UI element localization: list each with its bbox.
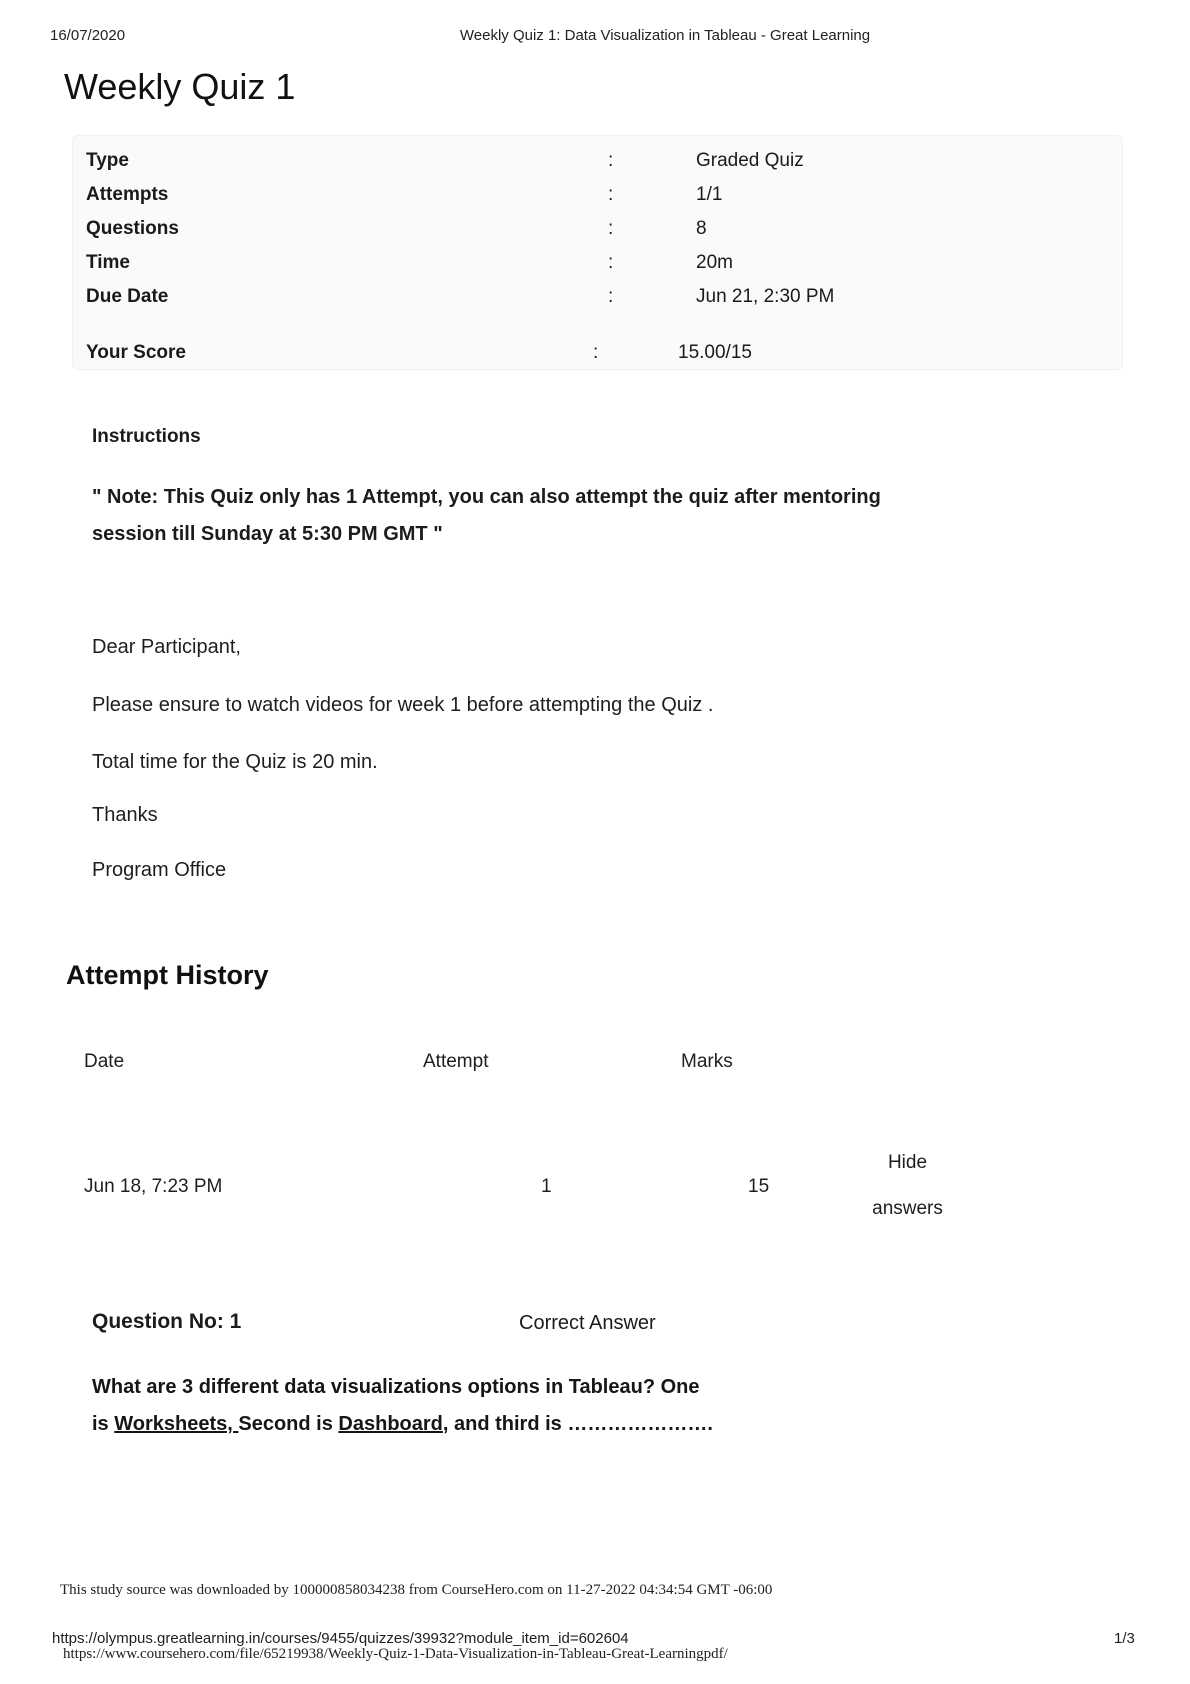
column-header-date: Date — [84, 1051, 125, 1072]
instructions-note-line2: session till Sunday at 5:30 PM GMT " — [92, 523, 443, 545]
detail-value: 1/1 — [696, 184, 723, 205]
detail-label: Questions — [86, 218, 179, 239]
detail-label: Time — [86, 252, 131, 273]
correct-answer-status: Correct Answer — [519, 1312, 656, 1334]
column-header-marks: Marks — [681, 1051, 733, 1072]
quiz-details-panel — [72, 135, 1123, 370]
detail-value: Jun 21, 2:30 PM — [696, 286, 835, 307]
detail-row-due-date — [73, 286, 1122, 308]
detail-separator: : — [608, 184, 614, 205]
detail-label: Attempts — [86, 184, 169, 205]
print-header-date: 16/07/2020 — [50, 27, 126, 44]
detail-label: Type — [86, 150, 129, 171]
instructions-heading: Instructions — [92, 426, 201, 447]
print-header-title: Weekly Quiz 1: Data Visualization in Tableau - Great Learning — [459, 27, 871, 44]
page-title: Weekly Quiz 1 — [64, 66, 296, 107]
detail-row-attempts — [73, 184, 1122, 206]
attempt-history-heading: Attempt History — [66, 960, 269, 990]
question-segment: is — [92, 1413, 115, 1435]
question-number-label: Question No: 1 — [92, 1310, 242, 1333]
detail-separator: : — [608, 252, 614, 273]
paragraph-dear-participant: Dear Participant, — [92, 636, 241, 658]
coursehero-provenance-note: This study source was downloaded by 100000858034238 from CourseHero.com on 11-27-2022 04:34:54 GMT -06:00 — [60, 1582, 773, 1598]
detail-separator: : — [593, 342, 599, 363]
detail-value: Graded Quiz — [696, 150, 804, 171]
question-text-line2 — [92, 1413, 713, 1436]
paragraph-program-office: Program Office — [92, 859, 227, 881]
paragraph-total-time: Total time for the Quiz is 20 min. — [92, 751, 378, 773]
column-header-attempt: Attempt — [423, 1051, 489, 1072]
question-segment: Second is — [238, 1413, 339, 1435]
detail-row-time — [73, 252, 1122, 274]
paragraph-thanks: Thanks — [92, 804, 158, 826]
detail-row-questions — [73, 218, 1122, 240]
detail-row-your-score — [73, 342, 1122, 364]
question-text-line1: What are 3 different data visualizations options in Tableau? One — [92, 1376, 700, 1398]
question-segment-worksheets: Worksheets, — [114, 1413, 239, 1435]
hide-answers-line2: answers — [872, 1198, 943, 1219]
question-segment-dashboard: Dashboard — [338, 1413, 443, 1435]
quiz-source-url-link[interactable]: https://olympus.greatlearning.in/courses/9455/quizzes/39932?module_item_id=602604 — [52, 1630, 629, 1647]
attempt-row-date: Jun 18, 7:23 PM — [84, 1176, 223, 1197]
page-number: 1/3 — [1114, 1630, 1135, 1647]
question-segment: , and third is …………………. — [442, 1413, 713, 1435]
hide-answers-line1: Hide — [887, 1152, 928, 1173]
instructions-note-line1: " Note: This Quiz only has 1 Attempt, you can also attempt the quiz after mentoring — [92, 486, 881, 508]
detail-separator: : — [608, 286, 614, 307]
detail-label: Due Date — [86, 286, 169, 307]
score-value: 15.00/15 — [678, 342, 752, 363]
detail-value: 8 — [696, 218, 707, 239]
detail-value: 20m — [696, 252, 733, 273]
detail-row-type — [73, 150, 1122, 172]
coursehero-file-url-link[interactable]: https://www.coursehero.com/file/65219938/Weekly-Quiz-1-Data-Visualization-in-Tableau-Great-Learningpdf/ — [63, 1646, 728, 1662]
paragraph-watch-videos: Please ensure to watch videos for week 1 before attempting the Quiz . — [92, 694, 714, 716]
attempt-row-number: 1 — [541, 1176, 552, 1197]
detail-separator: : — [608, 218, 614, 239]
detail-separator: : — [608, 150, 614, 171]
attempt-row-marks: 15 — [748, 1176, 770, 1197]
hide-answers-link[interactable] — [845, 1152, 970, 1220]
detail-label: Your Score — [86, 342, 186, 363]
